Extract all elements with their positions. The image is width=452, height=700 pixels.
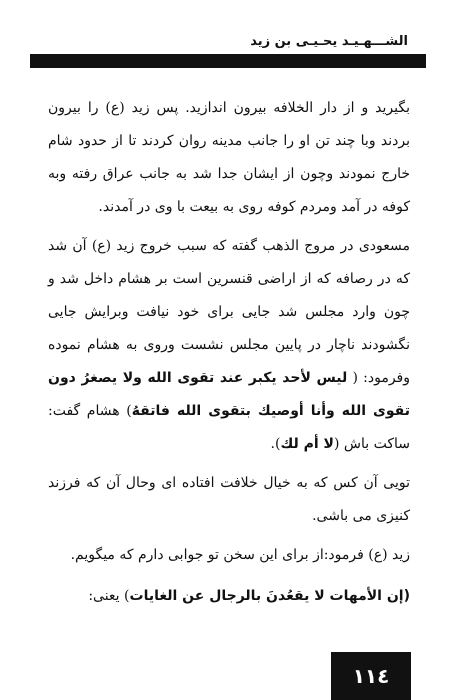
closing-open-paren: ( <box>403 588 410 604</box>
paragraph-2-text-before: مسعودی در مروج الذهب گفته که سبب خروج زید (ع) آن شد که در رصافه که از اراضی قنسرین است بر هشام داخل شد و چون وارد مجلس شد جایی برای خود نیافت وبرایش جایی نگشودند ناچار در پایین مجلس نشست وروی به هشام نموده وفرمود: ( <box>48 238 410 386</box>
header-rule <box>30 54 426 68</box>
running-header: الشـــهـيـد يحـيـى بن زيد <box>250 34 408 49</box>
body-text <box>48 92 410 619</box>
closing-arabic-quote: إن الأمهات لا يقعُدنَ بالرجال عن الغايات <box>129 588 404 604</box>
paragraph-3: تویی آن کس که به خیال خلافت افتاده ای وحال آن که فرزند کنیزی می باشی. <box>48 475 410 524</box>
paragraph-2-text-after: ). <box>270 436 281 452</box>
arabic-reply: لا أم لك <box>280 436 334 452</box>
paragraph-1: بگیرید و از دار الخلافه بیرون اندازید. پس زید (ع) را بیرون بردند وبا چند تن او را جانب مدینه روان کردند تا از حدود شام خارج نمودند وچون از ایشان جدا شد به جانب عراق رفته وبه کوفه در آمد ومردم کوفه روی به بیعت با وی در آمدند. <box>48 100 410 215</box>
paragraph-2-text-middle: ) هشام گفت: ساکت باش ( <box>48 403 410 452</box>
paragraph-2 <box>48 230 410 461</box>
page-number: ١١٤ <box>331 652 411 700</box>
closing-line <box>48 580 410 613</box>
paragraph-4: زید (ع) فرمود:از برای این سخن تو جوابی دارم که میگویم. <box>70 547 410 563</box>
arabic-quote: ليس لأحد يكبر عند تقوى الله ولا يصغرُ دون تقوى الله وأنا أوصيك بتقوى الله فاتقهُ <box>48 370 410 419</box>
closing-tail: ) یعنی: <box>88 588 130 604</box>
